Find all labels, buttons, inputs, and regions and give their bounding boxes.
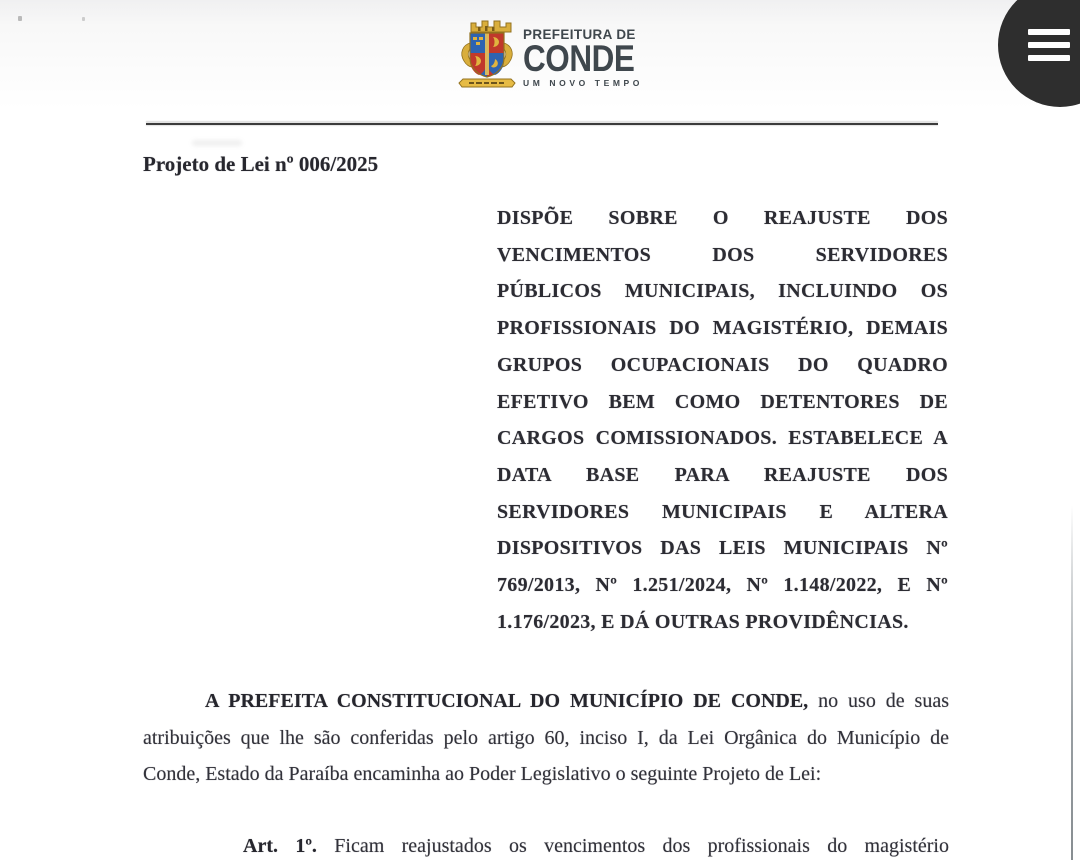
preamble-bold-text: A PREFEITA CONSTITUCIONAL DO MUNICÍPIO DE CONDE, xyxy=(205,690,809,712)
preamble-regular-text: no uso de suas xyxy=(808,690,949,712)
ementa-line: DISPOSITIVOS DAS LEIS MUNICIPAIS Nº xyxy=(497,537,948,560)
preamble-paragraph xyxy=(143,683,949,793)
document-title: Projeto de Lei nº 006/2025 xyxy=(143,152,379,176)
article-1-text: Ficam reajustados os vencimentos dos profissionais do magistério xyxy=(316,835,949,857)
ementa-line: PÚBLICOS MUNICIPAIS, INCLUINDO OS xyxy=(497,280,948,303)
scan-smudge xyxy=(192,140,242,146)
coat-of-arms-icon xyxy=(458,13,516,97)
page-edge-line xyxy=(1071,505,1073,860)
ementa-line: SERVIDORES MUNICIPAIS E ALTERA xyxy=(497,500,948,523)
preamble-line xyxy=(143,683,949,720)
ementa-line: 1.176/2023, E DÁ OUTRAS PROVIDÊNCIAS. xyxy=(497,610,909,633)
ementa-line: DISPÕE SOBRE O REAJUSTE DOS xyxy=(497,207,948,229)
header-divider-line xyxy=(146,123,938,125)
ementa-block xyxy=(497,200,948,640)
article-1-label: Art. 1º. xyxy=(243,835,317,857)
menu-button[interactable] xyxy=(998,0,1080,107)
ementa-line: EFETIVO BEM COMO DETENTORES DE xyxy=(497,390,948,413)
article-1-line xyxy=(143,828,949,860)
ementa-line: 769/2013, Nº 1.251/2024, Nº 1.148/2022, E Nº xyxy=(497,574,948,597)
logo-line-conde: CONDE xyxy=(523,38,635,79)
prefeitura-conde-logo xyxy=(458,13,654,97)
logo-line-prefeitura-de: PREFEITURA DE xyxy=(523,26,636,42)
article-1-paragraph xyxy=(143,828,949,860)
ementa-line: GRUPOS OCUPACIONAIS DO QUADRO xyxy=(497,353,948,376)
scan-speck xyxy=(82,17,85,21)
ementa-line: DATA BASE PARA REAJUSTE DOS xyxy=(497,463,948,486)
preamble-line: atribuições que lhe são conferidas pelo artigo 60, inciso I, da Lei Orgânica do Município de xyxy=(143,726,949,749)
ementa-line: PROFISSIONAIS DO MAGISTÉRIO, DEMAIS xyxy=(497,317,948,340)
logo-slogan: UM NOVO TEMPO xyxy=(523,78,643,88)
scan-speck xyxy=(18,16,22,21)
ementa-line: CARGOS COMISSIONADOS. ESTABELECE A xyxy=(497,427,948,450)
ementa-line: VENCIMENTOS DOS SERVIDORES xyxy=(497,243,948,266)
preamble-line: Conde, Estado da Paraíba encaminha ao Poder Legislativo o seguinte Projeto de Lei: xyxy=(143,763,822,786)
